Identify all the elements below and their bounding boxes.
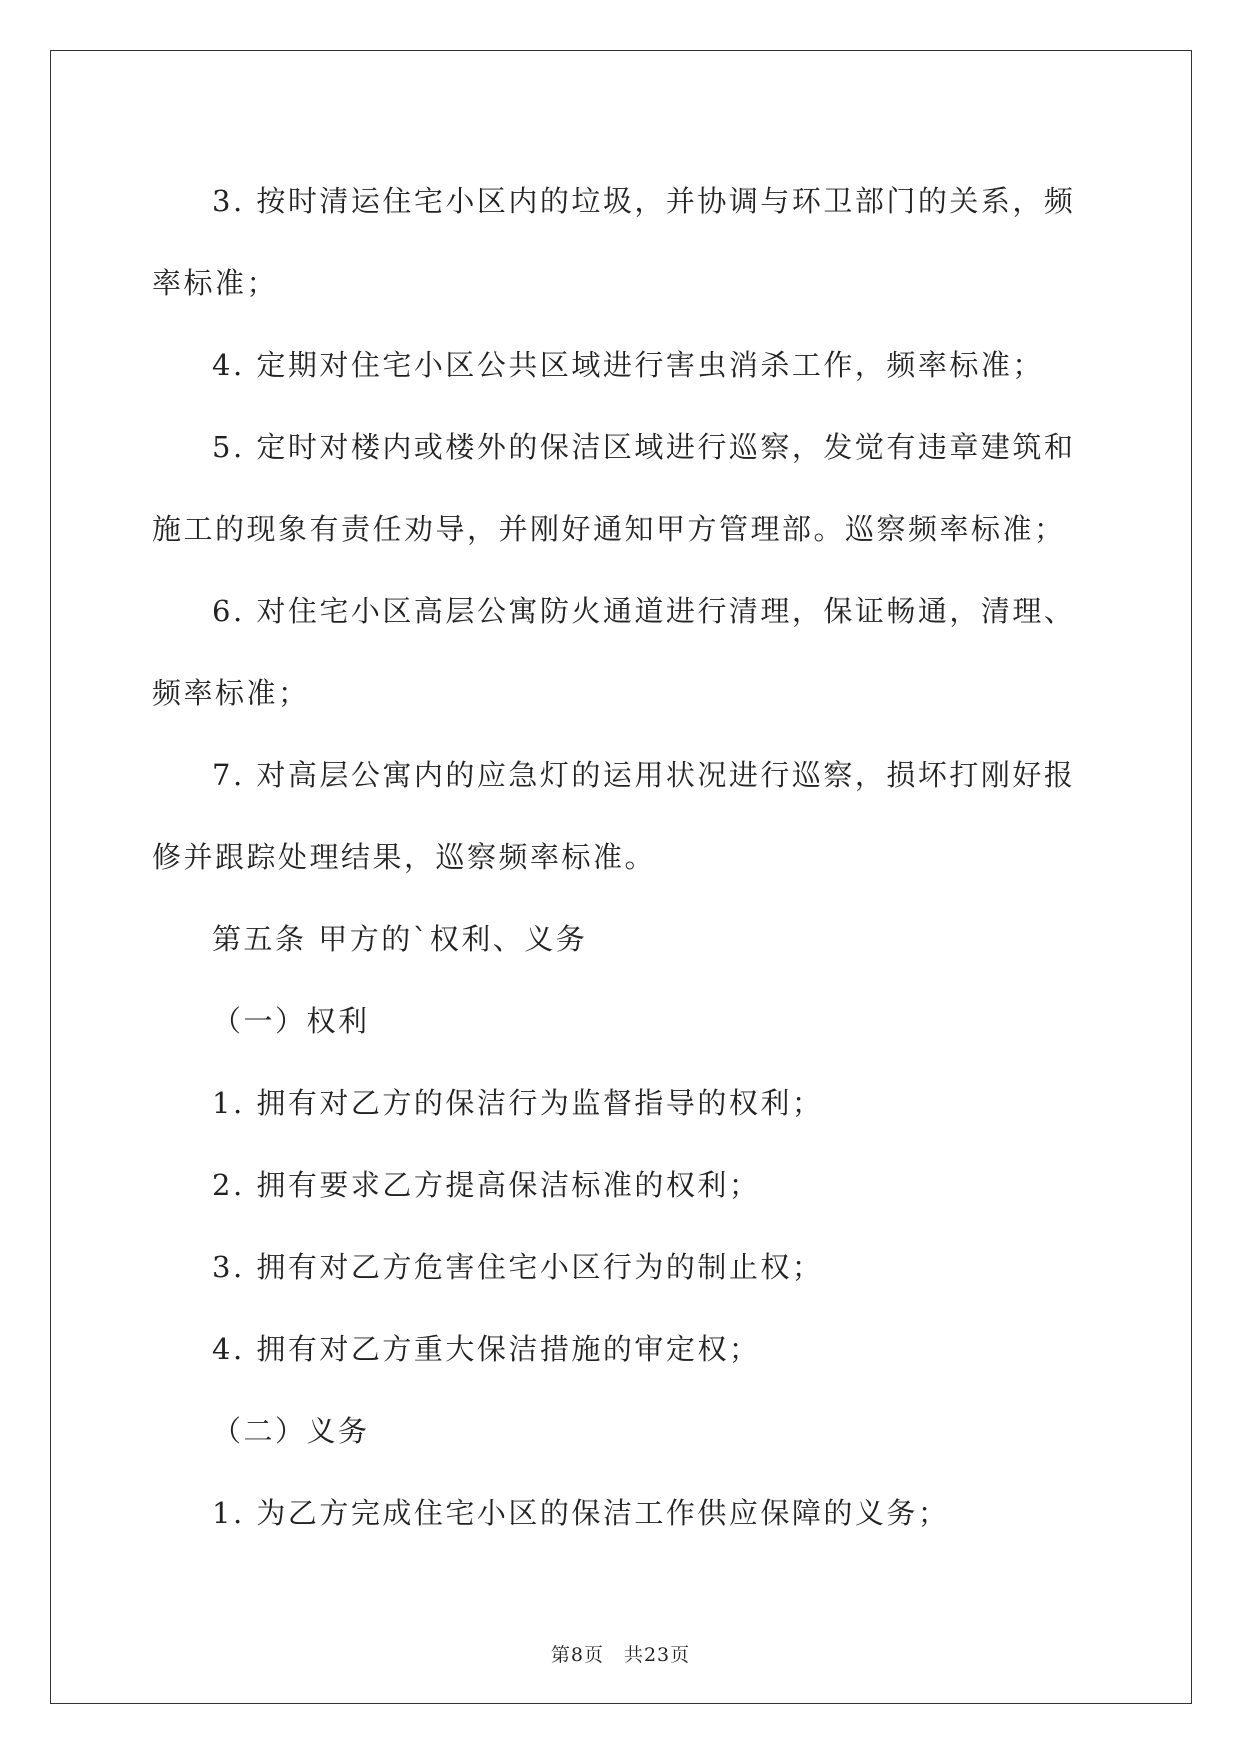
document-body <box>152 160 1092 1554</box>
paragraph-clause-5: 5. 定时对楼内或楼外的保洁区域进行巡察，发觉有违章建筑和施工的现象有责任劝导，并刚好通知甲方管理部。巡察频率标准； <box>152 430 1076 546</box>
page-footer <box>0 1640 1241 1667</box>
rights-item-3: 3. 拥有对乙方危害住宅小区行为的制止权； <box>212 1250 824 1284</box>
paragraph-clause-6: 6. 对住宅小区高层公寓防火通道进行清理，保证畅通，清理、频率标准； <box>152 594 1076 710</box>
rights-heading: （一）权利 <box>212 1004 370 1038</box>
duties-heading: （二）义务 <box>212 1414 370 1448</box>
rights-item-2: 2. 拥有要求乙方提高保洁标准的权利； <box>212 1168 761 1202</box>
paragraph-clause-4: 4. 定期对住宅小区公共区域进行害虫消杀工作，频率标准； <box>212 348 1044 382</box>
article-5-heading: 第五条 甲方的`权利、义务 <box>212 922 588 956</box>
rights-item-4: 4. 拥有对乙方重大保洁措施的审定权； <box>212 1332 761 1366</box>
paragraph-clause-3: 3. 按时清运住宅小区内的垃圾，并协调与环卫部门的关系，频率标准； <box>152 184 1076 300</box>
duties-item-1: 1. 为乙方完成住宅小区的保洁工作供应保障的义务； <box>212 1496 950 1530</box>
rights-item-1: 1. 拥有对乙方的保洁行为监督指导的权利； <box>212 1086 824 1120</box>
paragraph-clause-7: 7. 对高层公寓内的应急灯的运用状况进行巡察，损坏打刚好报修并跟踪处理结果，巡察频率标准。 <box>152 758 1076 874</box>
page-total: 共23页 <box>623 1644 691 1666</box>
page-number: 第8页 <box>550 1644 604 1666</box>
